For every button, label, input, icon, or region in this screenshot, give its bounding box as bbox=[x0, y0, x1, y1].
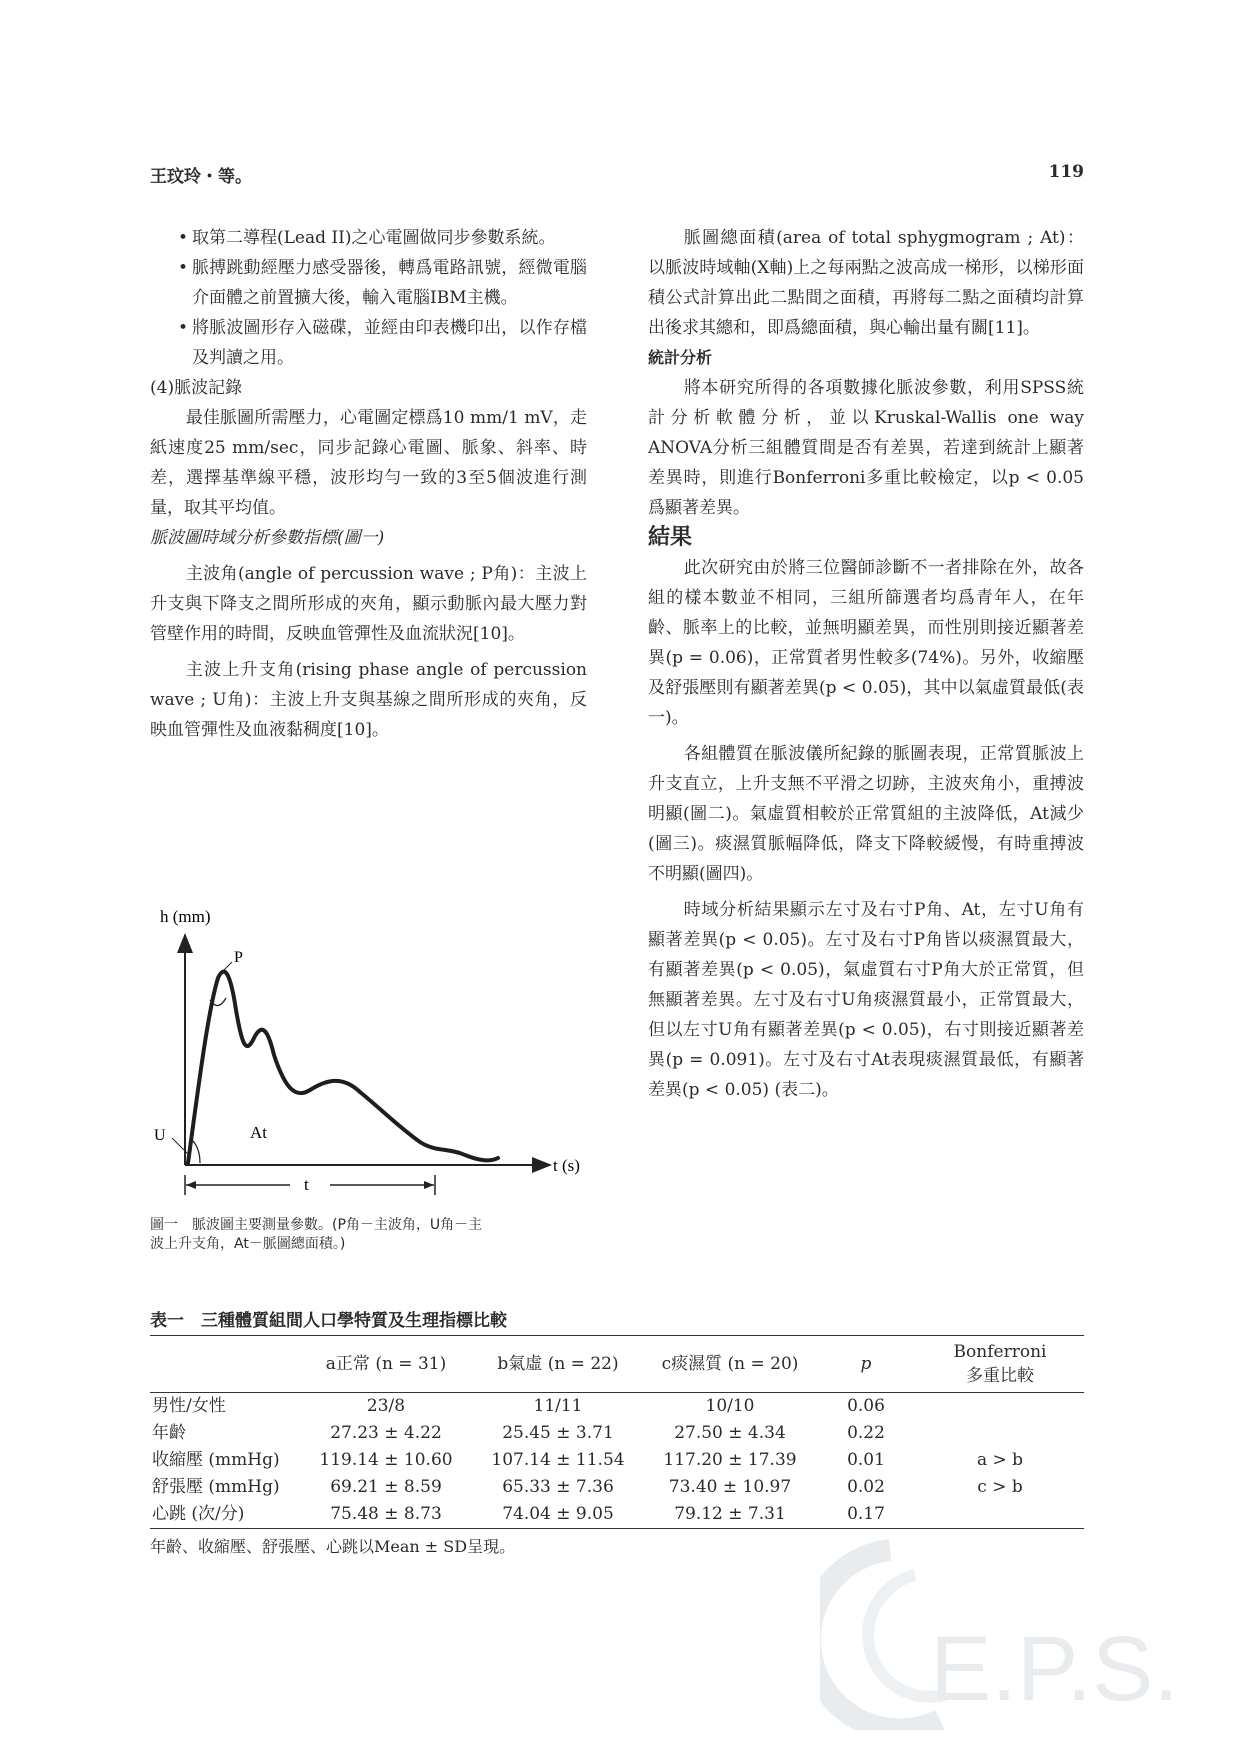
paragraph-p-angle: 主波角(angle of percussion wave ; P角)：主波上升支與下降支之間所形成的夾角，顯示動脈內最大壓力對管壁作用的時間，反映血管彈性及血流狀況[10]。 bbox=[150, 564, 587, 644]
table-cell: 107.14 ± 11.54 bbox=[491, 1450, 625, 1470]
paragraph-at: 脈圖總面積(area of total sphygmogram ; At)：以脈波時域軸(X軸)上之每兩點之波高成一梯形，以梯形面積公式計算出此二點間之面積，再將每二點之面積均計算出後求其總和，即爲總面積，與心輸出量有關[11]。 bbox=[648, 228, 1084, 338]
u-label-pointer bbox=[172, 1138, 190, 1156]
bullet-dot-icon: • bbox=[178, 318, 189, 338]
table-cell: 年齡 bbox=[152, 1423, 186, 1443]
subheading-time-domain-index: 脈波圖時域分析參數指標(圖一) bbox=[150, 528, 385, 548]
eps-watermark-logo bbox=[820, 1530, 1210, 1730]
table-row bbox=[150, 1420, 1084, 1447]
paragraph-results-1: 此次研究由於將三位醫師診斷不一者排除在外，故各組的樣本數並不相同，三組所篩選者均爲青年人，在年齡、脈率上的比較，並無明顯差異，而性別則接近顯著差異(p = 0.06)，正常質者男性較多(74%)。另外，收縮壓及舒張壓則有顯著差異(p < 0.05)，其中以氣虛質最低(表一)。 bbox=[648, 558, 1084, 728]
figure-caption-line: 波上升支角，At－脈圖總面積。) bbox=[150, 1236, 346, 1252]
running-header bbox=[150, 162, 1084, 192]
table-row bbox=[150, 1447, 1084, 1474]
table-cell: 117.20 ± 17.39 bbox=[663, 1450, 797, 1470]
bonferroni-header-line: 多重比較 bbox=[966, 1366, 1034, 1386]
table-cell: 69.21 ± 8.59 bbox=[330, 1477, 442, 1497]
paragraph-statistics: 將本研究所得的各項數據化脈波參數，利用SPSS統計分析軟體分析，並以Kruskal-Wallis one way ANOVA分析三組體質間是否有差異，若達到統計上顯著差異時，則進行Bonferroni多重比較檢定，以p < 0.05爲顯著差異。 bbox=[648, 378, 1084, 518]
t-span-arrow-right bbox=[424, 1181, 434, 1189]
pulse-waveform bbox=[188, 972, 498, 1163]
subheading-statistics: 統計分析 bbox=[648, 348, 713, 367]
paragraph-results-3: 時域分析結果顯示左寸及右寸P角、At，左寸U角有顯著差異(p < 0.05)。左寸及右寸P角皆以痰濕質最大，有顯著差異(p < 0.05)，氣虛質右寸P角大於正常質，但無顯著差異。左寸及右寸U角痰濕質最小，正常質最大，但以左寸U角有顯著差異(p < 0.05)，右寸則接近顯著差異(p = 0.091)。左寸及右寸At表現痰濕質最低，有顯著差異(p < 0.05) (表二)。 bbox=[648, 900, 1084, 1100]
table-row bbox=[150, 1393, 1084, 1421]
bullet-text: 將脈波圖形存入磁碟，並經由印表機印出，以作存檔及判讀之用。 bbox=[192, 318, 587, 368]
table-header-cell bbox=[816, 1336, 916, 1393]
u-angle-arc bbox=[192, 1140, 200, 1163]
p-header-text: p bbox=[860, 1354, 872, 1374]
label-t: t bbox=[304, 1175, 309, 1194]
left-column bbox=[150, 223, 587, 745]
table-cell: 0.17 bbox=[816, 1501, 916, 1529]
paragraph-results-2: 各組體質在脈波儀所紀錄的脈圖表現，正常質脈波上升支直立，上升支無不平滑之切跡，主波夾角小，重搏波明顯(圖二)。氣虛質相較於正常質組的主波降低，At減少(圖三)。痰濕質脈幅降低，降支下降較緩慢，有時重搏波不明顯(圖四)。 bbox=[648, 744, 1084, 884]
demographics-table bbox=[150, 1335, 1084, 1529]
table-cell: 0.22 bbox=[847, 1423, 885, 1443]
table-row bbox=[150, 1474, 1084, 1501]
table-cell bbox=[916, 1420, 1084, 1447]
figure-caption-line: 圖一 脈波圖主要測量參數。(P角－主波角，U角－主 bbox=[150, 1217, 483, 1233]
figure-caption bbox=[150, 1216, 590, 1254]
table-footnote: 年齡、收縮壓、舒張壓、心跳以Mean ± SD呈現。 bbox=[150, 1537, 516, 1556]
bullet-text: 脈搏跳動經壓力感受器後，轉爲電路訊號，經微電腦介面體之前置擴大後，輸入電腦IBM主機。 bbox=[192, 258, 587, 308]
table-cell: 65.33 ± 7.36 bbox=[502, 1477, 614, 1497]
table-title: 表一 三種體質組間人口學特質及生理指標比較 bbox=[150, 1311, 507, 1331]
table-header-cell bbox=[150, 1336, 300, 1393]
table-container bbox=[150, 1335, 1084, 1529]
table-cell: c > b bbox=[977, 1477, 1023, 1497]
table-cell: 27.50 ± 4.34 bbox=[674, 1423, 786, 1443]
table-cell: 73.40 ± 10.97 bbox=[668, 1477, 792, 1497]
right-column bbox=[648, 223, 1084, 1105]
label-p: P bbox=[234, 949, 243, 966]
table-cell: 27.23 ± 4.22 bbox=[330, 1423, 442, 1443]
table-header-cell: b氣虛 (n = 22) bbox=[472, 1336, 644, 1393]
table-cell: 0.06 bbox=[847, 1396, 885, 1416]
table-cell: 79.12 ± 7.31 bbox=[644, 1501, 816, 1529]
watermark-text: E.P.S. bbox=[930, 1618, 1179, 1720]
section-title-results: 結果 bbox=[648, 525, 693, 550]
bullet-text: 取第二導程(Lead II)之心電圖做同步參數系統。 bbox=[192, 228, 556, 248]
table-cell: 74.04 ± 9.05 bbox=[472, 1501, 644, 1529]
paragraph-record: 最佳脈圖所需壓力，心電圖定標爲10 mm/1 mV，走紙速度25 mm/sec，同步記錄心電圖、脈象、斜率、時差，選擇基準線平穩，波形均勻一致的3至5個波進行測量，取其平均值。 bbox=[150, 408, 587, 518]
pulse-wave-figure bbox=[150, 870, 600, 1200]
label-at: At bbox=[250, 1123, 267, 1142]
table-header-cell: a正常 (n = 31) bbox=[300, 1336, 472, 1393]
paragraph-u-angle: 主波上升支角(rising phase angle of percussion wave ; U角)：主波上升支與基線之間所形成的夾角，反映血管彈性及血液黏稠度[10]。 bbox=[150, 660, 587, 740]
table-cell: 119.14 ± 10.60 bbox=[319, 1450, 453, 1470]
table-cell: 0.01 bbox=[847, 1450, 885, 1470]
table-cell: 23/8 bbox=[366, 1396, 406, 1416]
t-span-arrow-left bbox=[186, 1181, 196, 1189]
table-header-row bbox=[150, 1336, 1084, 1393]
table-cell: 10/10 bbox=[705, 1396, 755, 1416]
table-cell: 0.02 bbox=[847, 1477, 885, 1497]
bullet-item bbox=[150, 313, 587, 373]
table-header-cell bbox=[916, 1336, 1084, 1393]
table-cell: 11/11 bbox=[533, 1396, 583, 1416]
bullet-item bbox=[150, 223, 587, 253]
table-cell: 收縮壓 (mmHg) bbox=[152, 1450, 280, 1470]
table-cell: 25.45 ± 3.71 bbox=[502, 1423, 614, 1443]
subheading-pulse-record: (4)脈波記錄 bbox=[150, 378, 243, 398]
table-cell: 75.48 ± 8.73 bbox=[300, 1501, 472, 1529]
bullet-dot-icon: • bbox=[178, 258, 189, 278]
x-axis-label: t (s) bbox=[553, 1156, 580, 1175]
running-header-author: 王玟玲・等。 bbox=[150, 167, 252, 187]
table-cell: 男性/女性 bbox=[152, 1396, 226, 1416]
table-cell: 舒張壓 (mmHg) bbox=[152, 1477, 280, 1497]
table-row bbox=[150, 1501, 1084, 1529]
y-axis-label: h (mm) bbox=[160, 907, 211, 926]
bullet-dot-icon: • bbox=[178, 228, 189, 248]
bonferroni-header-line: Bonferroni bbox=[953, 1342, 1047, 1362]
bullet-item bbox=[150, 253, 587, 313]
table-cell: 心跳 (次/分) bbox=[150, 1501, 300, 1529]
table-cell bbox=[916, 1393, 1084, 1421]
table-cell: a > b bbox=[976, 1450, 1024, 1470]
table-cell bbox=[916, 1501, 1084, 1529]
label-u: U bbox=[154, 1127, 166, 1144]
page-number: 119 bbox=[1048, 162, 1084, 182]
table-header-cell: c痰濕質 (n = 20) bbox=[644, 1336, 816, 1393]
